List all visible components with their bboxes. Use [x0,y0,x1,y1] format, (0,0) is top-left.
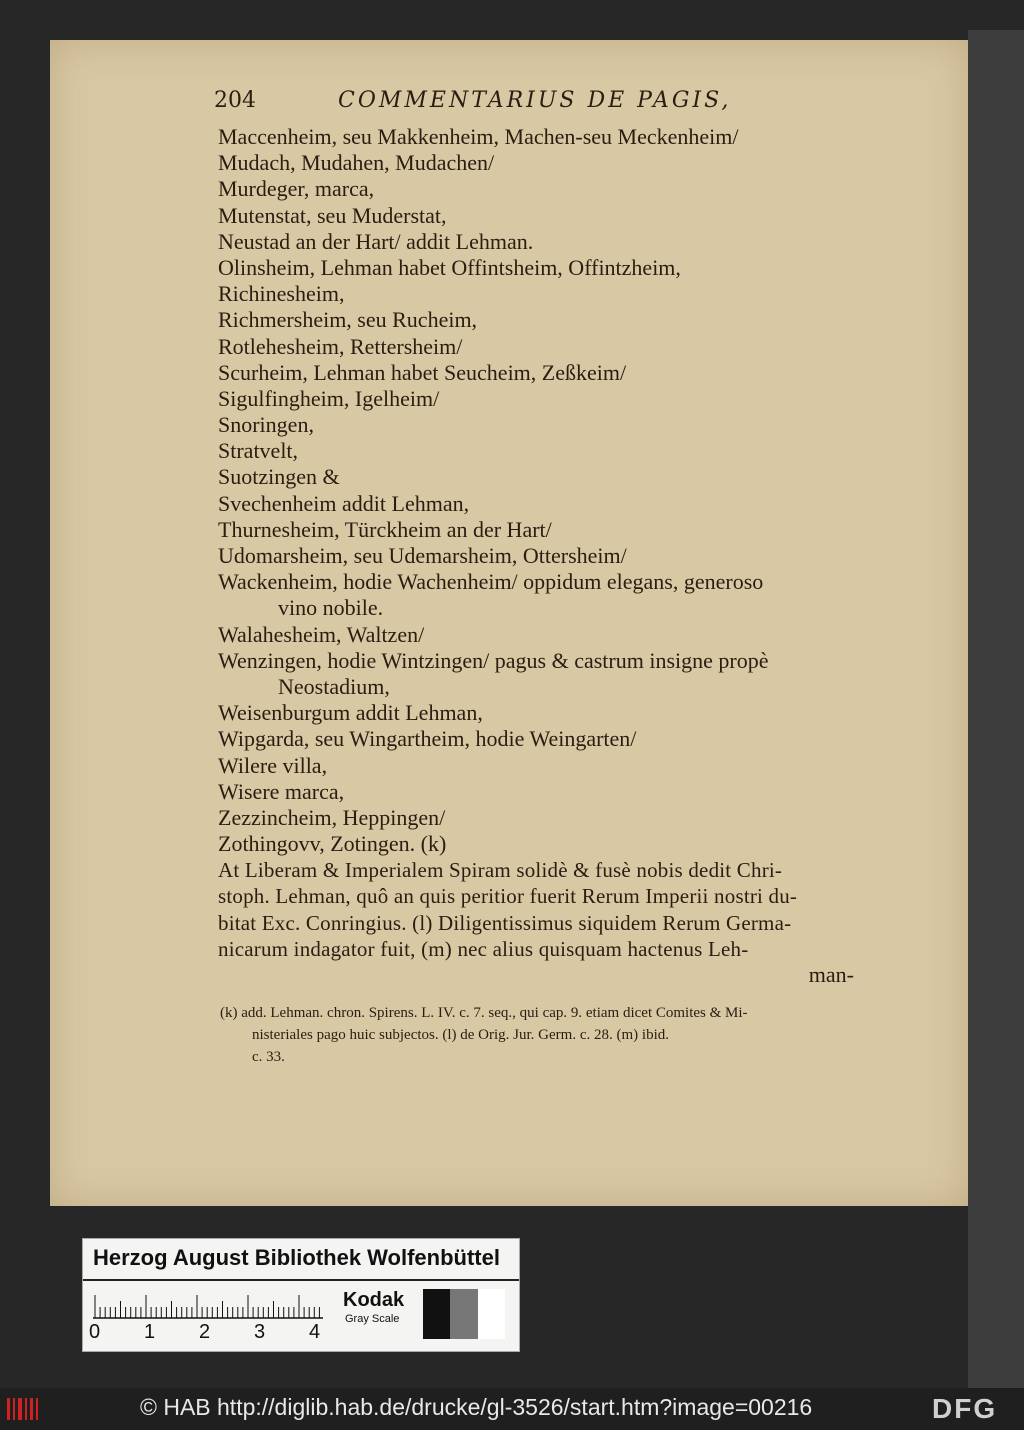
ruler-digits [89,1321,329,1345]
text-line: Udomarsheim, seu Udemarsheim, Ottersheim/ [218,543,627,568]
color-target-card [82,1238,520,1352]
dfg-logo: DFG [932,1393,998,1424]
text-line: Murdeger, marca, [218,176,375,202]
kodak-brand: Kodak [343,1289,405,1311]
text-line: Richinesheim, [218,281,345,307]
text-line: Walahesheim, Waltzen/ [218,621,425,647]
text-line: Stratvelt, [218,438,299,464]
text-line: Suotzingen & [218,464,340,490]
running-title: COMMENTARIUS DE PAGIS, [338,88,732,113]
text-line: Neostadium, [278,673,390,699]
text-line: Wipgarda, seu Wingartheim, hodie Weingarten/ [218,726,637,752]
ruler-digit: 1 [144,1321,156,1343]
footnote-line: nisteriales pago huic subjectos. (l) de Orig. Jur. Germ. c. 28. (m) ibid. [252,1027,669,1043]
text-line: Sigulfingheim, Igelheim/ [218,385,440,411]
text-line: Olinsheim, Lehman habet Offintsheim, Offintzheim, [218,254,681,280]
text-line: Richmersheim, seu Rucheim, [218,307,478,333]
page-number: 204 [214,88,256,113]
page-header [214,88,854,122]
gray-patch [478,1289,505,1339]
footer-bar [0,1388,1024,1430]
text-line: Thurnesheim, Türckheim an der Hart/ [218,516,552,542]
text-line: Wenzingen, hodie Wintzingen/ pagus & castrum insigne propè [218,647,769,673]
gray-patch [450,1289,477,1339]
library-name: Herzog August Bibliothek Wolfenbüttel [93,1245,500,1270]
gray-scale-patches [423,1289,505,1339]
text-line: Maccenheim, seu Makkenheim, Machen-seu Meckenheim/ [218,124,739,149]
gray-patch [423,1289,450,1339]
footnote [220,1002,860,1068]
ruler-ticks [93,1291,323,1319]
ruler-digit: 0 [89,1321,101,1343]
ruler-digit: 2 [199,1321,211,1343]
ruler-scale [93,1291,323,1319]
text-line: vino nobile. [278,595,384,621]
text-line: Wisere marca, [218,778,345,804]
footnote-line: c. 33. [252,1049,285,1065]
ruler-digit: 3 [254,1321,266,1343]
barcode-icon [6,1396,40,1422]
text-line: nicarum indagator fuit, (m) nec alius quisquam hactenus Leh- [218,936,749,961]
text-line: Svechenheim addit Lehman, [218,490,470,516]
text-line: Wilere villa, [218,752,328,778]
text-line: Mutenstat, seu Muderstat, [218,202,447,228]
text-line: Wackenheim, hodie Wachenheim/ oppidum elegans, generoso [218,569,764,595]
footnote-line: (k) add. Lehman. chron. Spirens. L. IV. c. 7. seq., qui cap. 9. etiam dicet Comites & Mi- [220,1005,748,1021]
text-line: bitat Exc. Conringius. (l) Diligentissimus siquidem Rerum Germa- [218,910,792,935]
ruler-digit: 4 [309,1321,321,1343]
text-line: Mudach, Mudahen, Mudachen/ [218,150,495,176]
text-line: At Liberam & Imperialem Spiram solidè & fusè nobis dedit Chri- [218,858,783,883]
text-line: Zothingovv, Zotingen. (k) [218,831,447,857]
page-body [218,124,858,988]
text-line: stoph. Lehman, quô an quis peritior fuerit Rerum Imperii nostri du- [218,884,798,909]
kodak-subtitle: Gray Scale [345,1313,400,1325]
catchword: man- [808,962,854,987]
text-line: Weisenburgum addit Lehman, [218,700,483,726]
text-line: Scurheim, Lehman habet Seucheim, Zeßkeim/ [218,359,627,385]
card-divider [83,1279,519,1281]
source-url[interactable]: © HAB http://diglib.hab.de/drucke/gl-3526/start.htm?image=00216 [140,1394,813,1420]
text-line: Rotlehesheim, Rettersheim/ [218,333,463,359]
facing-page-edge [968,30,1024,1388]
text-line: Zezzincheim, Heppingen/ [218,804,446,830]
text-line: Snoringen, [218,412,314,438]
text-line: Neustad an der Hart/ addit Lehman. [218,228,534,254]
